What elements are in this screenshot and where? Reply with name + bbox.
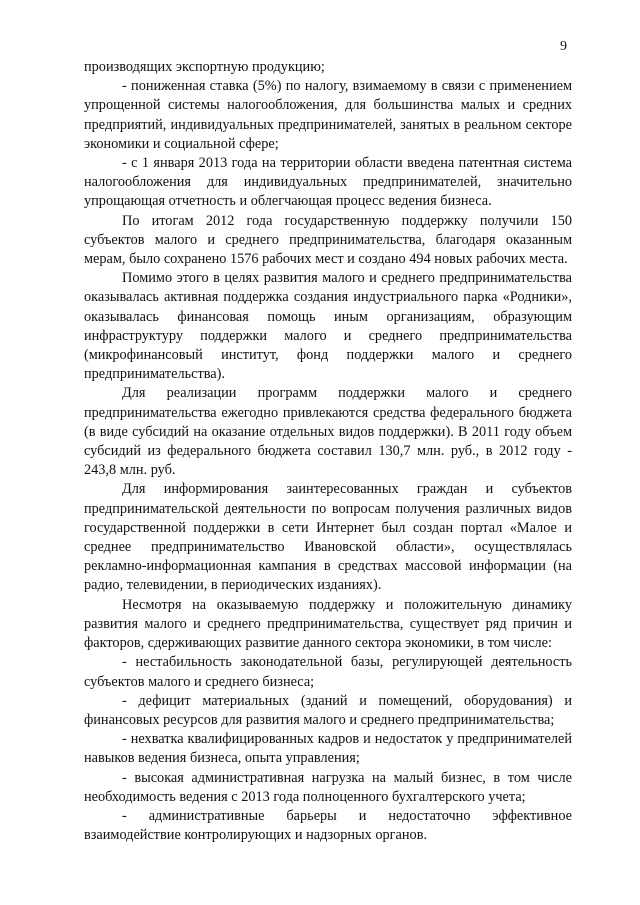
paragraph: Несмотря на оказываемую поддержку и положительную динамику развития малого и среднего предпринимательства, существует ряд причин и факторов, сдерживающих развитие данного сектора экономики, в том числе: — [84, 596, 572, 652]
paragraph: производящих экспортную продукцию; — [84, 59, 325, 75]
paragraph: - с 1 января 2013 года на территории области введена патентная система налогообложения для индивидуальных предпринимателей, значительно упрощающая отчетность и облегчающая процесс ведения бизнеса. — [84, 155, 572, 210]
paragraph: По итогам 2012 года государственную поддержку получили 150 субъектов малого и среднего предпринимательства, благодаря оказанным мерам, было сохранено 1576 рабочих мест и создано 494 новых рабочих места. — [84, 212, 572, 268]
list-item: - нестабильность законодательной базы, регулирующей деятельность субъектов малого и среднего бизнеса; — [84, 654, 572, 690]
document-body — [84, 58, 572, 845]
list-item: - высокая административная нагрузка на малый бизнес, в том числе необходимость ведения с 2013 года полноценного бухгалтерского учета; — [84, 769, 572, 805]
paragraph: - пониженная ставка (5%) по налогу, взимаемому в связи с применением упрощенной системы налогообложения, для большинства малых и средних предприятий, индивидуальных предпринимателей, занятых в реальном секторе экономики и социальной сфере; — [84, 78, 572, 152]
list-item: - дефицит материальных (зданий и помещений, оборудования) и финансовых ресурсов для развития малого и среднего предпринимательства; — [84, 692, 572, 728]
paragraph: Для информирования заинтересованных граждан и субъектов предпринимательской деятельности по вопросам получения различных видов государственной поддержки в сети Интернет был создан портал «Малое и среднее предпринимательство Ивановской области», осуществлялась рекламно-информационная кампания в средствах массовой информации (на радио, телевидении, в периодических изданиях). — [84, 481, 572, 594]
list-item: - нехватка квалифицированных кадров и недостаток у предпринимателей навыков ведения бизнеса, опыта управления; — [84, 731, 572, 767]
list-item: - административные барьеры и недостаточно эффективное взаимодействие контролирующих и надзорных органов. — [84, 807, 572, 844]
paragraph: Для реализации программ поддержки малого и среднего предпринимательства ежегодно привлекаются средства федерального бюджета (в виде субсидий на оказание отдельных видов поддержки). В 2011 году объем субсидий из федерального бюджета составил 130,7 млн. руб., в 2012 году - 243,8 млн. руб. — [84, 385, 572, 479]
paragraph: Помимо этого в целях развития малого и среднего предпринимательства оказывалась активная поддержка создания индустриального парка «Родники», оказывалась финансовая помощь иным организациям, образующим инфраструктуру поддержки малого и среднего предпринимательства (микрофинансовый институт, фонд поддержки малого и среднего предпринимательства). — [84, 270, 572, 383]
page-number: 9 — [560, 39, 567, 54]
